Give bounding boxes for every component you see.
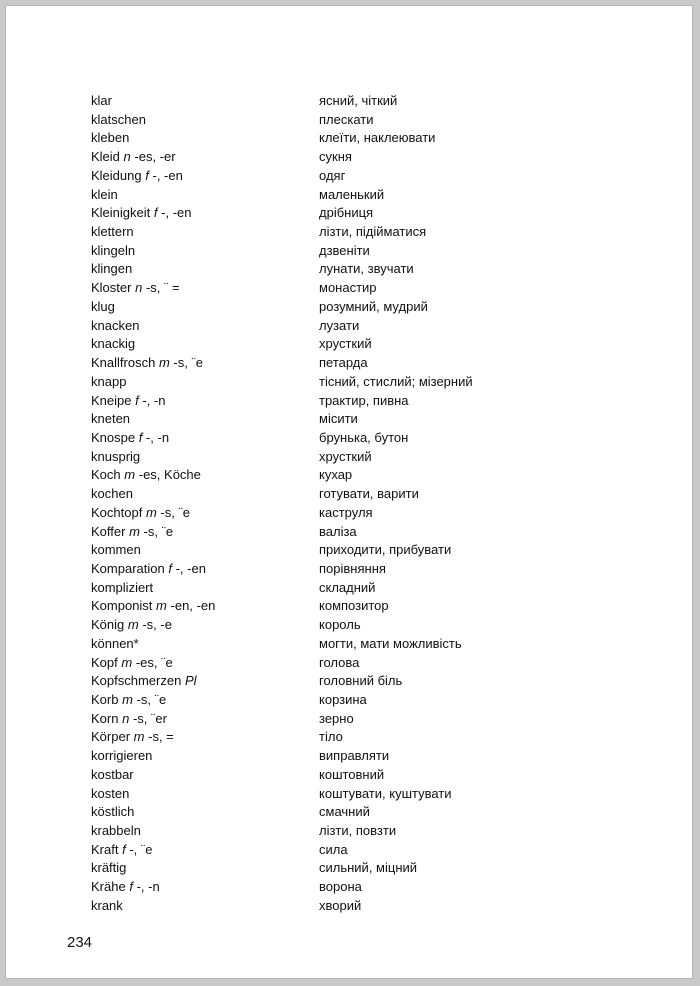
headword bbox=[91, 373, 126, 392]
plural-forms: -s, ¨e bbox=[143, 523, 174, 539]
vocabulary-entry bbox=[6, 691, 692, 710]
vocabulary-entry bbox=[6, 410, 692, 429]
headword-word: kostbar bbox=[91, 766, 134, 782]
translation: лізти, підійматися bbox=[319, 224, 427, 240]
headword-word: Korn bbox=[91, 710, 119, 726]
headword-word: Krähe bbox=[91, 879, 126, 895]
page-number: 234 bbox=[67, 934, 93, 951]
translation: порівняння bbox=[319, 560, 386, 576]
headword-word: Kleidung bbox=[91, 167, 142, 183]
headword bbox=[91, 785, 129, 804]
translation: кухар bbox=[319, 467, 353, 483]
plural-forms: -, -en bbox=[161, 205, 192, 221]
headword-word: klein bbox=[91, 186, 118, 202]
grammar-marker: Pl bbox=[184, 673, 197, 689]
headword-word: kosten bbox=[91, 785, 130, 801]
headword bbox=[91, 597, 215, 616]
headword bbox=[91, 691, 166, 710]
headword bbox=[91, 167, 183, 186]
headword-word: kompliziert bbox=[91, 579, 154, 595]
grammar-marker: m bbox=[124, 467, 136, 483]
translation: дрібниця bbox=[319, 205, 374, 221]
headword bbox=[91, 335, 135, 354]
headword bbox=[91, 223, 134, 242]
headword bbox=[91, 878, 160, 897]
headword-word: klug bbox=[91, 298, 115, 314]
vocabulary-entry bbox=[6, 747, 692, 766]
vocabulary-entry bbox=[6, 242, 692, 261]
headword-word: knapp bbox=[91, 373, 127, 389]
dictionary-page bbox=[5, 5, 693, 979]
vocabulary-entry bbox=[6, 560, 692, 579]
headword bbox=[91, 204, 191, 223]
translation: ворона bbox=[319, 879, 362, 895]
headword bbox=[91, 841, 152, 860]
vocabulary-entry bbox=[6, 878, 692, 897]
vocabulary-entry bbox=[6, 728, 692, 747]
headword bbox=[91, 803, 134, 822]
headword-word: klingen bbox=[91, 261, 133, 277]
plural-forms: -es, ¨e bbox=[135, 654, 173, 670]
headword-word: Koffer bbox=[91, 523, 126, 539]
headword bbox=[91, 260, 132, 279]
plural-forms: -, -n bbox=[145, 429, 170, 445]
headword-word: Kleid bbox=[91, 149, 120, 165]
headword-word: Kopf bbox=[91, 654, 118, 670]
translation: коштувати, куштувати bbox=[319, 785, 452, 801]
translation: могти, мати можливість bbox=[319, 635, 462, 651]
translation: брунька, бутон bbox=[319, 429, 409, 445]
vocabulary-entry bbox=[6, 579, 692, 598]
grammar-marker: m bbox=[133, 729, 145, 745]
vocabulary-entry bbox=[6, 223, 692, 242]
headword bbox=[91, 111, 146, 130]
grammar-marker: m bbox=[158, 355, 170, 371]
vocabulary-entry bbox=[6, 260, 692, 279]
headword bbox=[91, 710, 167, 729]
translation: сила bbox=[319, 841, 348, 857]
headword bbox=[91, 747, 152, 766]
headword-word: köstlich bbox=[91, 804, 135, 820]
headword-word: Kloster bbox=[91, 280, 132, 296]
translation: коштовний bbox=[319, 766, 385, 782]
headword-word: klettern bbox=[91, 224, 134, 240]
vocabulary-entry bbox=[6, 429, 692, 448]
vocabulary-entry bbox=[6, 635, 692, 654]
headword bbox=[91, 129, 129, 148]
headword bbox=[91, 728, 174, 747]
translation: каструля bbox=[319, 504, 373, 520]
grammar-marker: f bbox=[135, 392, 139, 408]
vocabulary-entry bbox=[6, 298, 692, 317]
grammar-marker: n bbox=[123, 149, 131, 165]
vocabulary-entry bbox=[6, 448, 692, 467]
translation: ясний, чіткий bbox=[319, 93, 398, 108]
grammar-marker: f bbox=[153, 205, 158, 221]
grammar-marker: m bbox=[145, 504, 157, 520]
headword-word: kleben bbox=[91, 130, 130, 146]
headword bbox=[91, 672, 197, 691]
vocabulary-list bbox=[6, 92, 692, 916]
headword-word: Knallfrosch bbox=[91, 355, 156, 371]
plural-forms: -es, -er bbox=[134, 149, 176, 165]
headword bbox=[91, 148, 176, 167]
headword bbox=[91, 485, 133, 504]
vocabulary-entry bbox=[6, 279, 692, 298]
headword-word: kommen bbox=[91, 542, 141, 558]
plural-forms: -s, ¨e bbox=[160, 504, 191, 520]
vocabulary-entry bbox=[6, 317, 692, 336]
grammar-marker: m bbox=[156, 598, 167, 614]
headword bbox=[91, 317, 139, 336]
translation: плескати bbox=[319, 111, 374, 127]
headword-word: Knospe bbox=[91, 429, 136, 445]
vocabulary-entry bbox=[6, 148, 692, 167]
translation: тісний, стислий; мізерний bbox=[319, 373, 473, 389]
grammar-marker: n bbox=[122, 710, 130, 726]
headword bbox=[91, 654, 173, 673]
headword-word: klar bbox=[91, 93, 112, 108]
headword-word: knackig bbox=[91, 336, 136, 352]
vocabulary-entry bbox=[6, 654, 692, 673]
vocabulary-entry bbox=[6, 92, 692, 111]
vocabulary-entry bbox=[6, 129, 692, 148]
vocabulary-entry bbox=[6, 392, 692, 411]
vocabulary-entry bbox=[6, 523, 692, 542]
headword bbox=[91, 392, 165, 411]
vocabulary-entry bbox=[6, 672, 692, 691]
headword bbox=[91, 616, 172, 635]
headword bbox=[91, 354, 203, 373]
translation: клеїти, наклеювати bbox=[319, 130, 436, 146]
grammar-marker: f bbox=[145, 167, 149, 183]
vocabulary-entry bbox=[6, 111, 692, 130]
headword bbox=[91, 579, 153, 598]
vocabulary-entry bbox=[6, 897, 692, 916]
vocabulary-entry bbox=[6, 785, 692, 804]
translation: голова bbox=[319, 654, 360, 670]
translation: приходити, прибувати bbox=[319, 542, 452, 558]
translation: лунати, звучати bbox=[319, 261, 414, 277]
translation: петарда bbox=[319, 355, 368, 371]
translation: хрусткий bbox=[319, 336, 372, 352]
headword-word: Körper bbox=[91, 729, 131, 745]
plural-forms: -, ¨e bbox=[129, 841, 153, 857]
headword bbox=[91, 186, 118, 205]
headword bbox=[91, 523, 173, 542]
headword-word: krabbeln bbox=[91, 823, 141, 839]
headword-word: Kraft bbox=[91, 841, 119, 857]
translation: складний bbox=[319, 579, 376, 595]
headword-word: krank bbox=[91, 897, 123, 913]
plural-forms: -s, ¨ = bbox=[145, 280, 180, 296]
grammar-marker: m bbox=[122, 692, 133, 707]
translation: монастир bbox=[319, 280, 377, 296]
grammar-marker: m bbox=[121, 654, 133, 670]
headword-word: knusprig bbox=[91, 448, 141, 464]
vocabulary-entry bbox=[6, 167, 692, 186]
headword-word: kochen bbox=[91, 486, 133, 502]
headword bbox=[91, 410, 130, 429]
plural-forms: -, -n bbox=[136, 879, 160, 895]
grammar-marker: f bbox=[129, 879, 133, 895]
headword-word: knacken bbox=[91, 317, 140, 333]
plural-forms: -, -n bbox=[142, 392, 166, 408]
headword bbox=[91, 766, 134, 785]
translation: композитор bbox=[319, 598, 389, 614]
translation: розумний, мудрий bbox=[319, 298, 428, 314]
grammar-marker: f bbox=[122, 841, 126, 857]
headword bbox=[91, 541, 141, 560]
translation: трактир, пивна bbox=[319, 392, 409, 408]
vocabulary-entry bbox=[6, 504, 692, 523]
translation: дзвеніти bbox=[319, 242, 370, 258]
headword bbox=[91, 822, 141, 841]
vocabulary-entry bbox=[6, 485, 692, 504]
plural-forms: -, -en bbox=[152, 167, 183, 183]
translation: головний біль bbox=[319, 673, 403, 689]
headword-word: König bbox=[91, 617, 125, 633]
headword-word: korrigieren bbox=[91, 748, 153, 764]
headword-word: Korb bbox=[91, 692, 119, 707]
vocabulary-entry bbox=[6, 335, 692, 354]
vocabulary-entry bbox=[6, 859, 692, 878]
vocabulary-entry bbox=[6, 186, 692, 205]
headword bbox=[91, 448, 140, 467]
translation: корзина bbox=[319, 692, 367, 707]
headword-word: Komparation bbox=[91, 560, 165, 576]
headword-word: kneten bbox=[91, 411, 131, 427]
plural-forms: -s, ¨e bbox=[173, 355, 204, 371]
vocabulary-entry bbox=[6, 373, 692, 392]
translation: хворий bbox=[319, 897, 362, 913]
translation: тіло bbox=[319, 729, 343, 745]
plural-forms: -s, ¨e bbox=[136, 692, 167, 707]
headword bbox=[91, 466, 201, 485]
translation: король bbox=[319, 617, 361, 633]
headword-word: Komponist bbox=[91, 598, 153, 614]
headword-word: Koch bbox=[91, 467, 121, 483]
translation: валіза bbox=[319, 523, 357, 539]
headword-word: Kopfschmerzen bbox=[91, 673, 182, 689]
headword bbox=[91, 429, 169, 448]
grammar-marker: m bbox=[129, 523, 140, 539]
plural-forms: -es, Köche bbox=[138, 467, 201, 483]
plural-forms: -s, = bbox=[148, 729, 174, 745]
headword bbox=[91, 298, 115, 317]
plural-forms: -en, -en bbox=[170, 598, 216, 614]
headword-word: können* bbox=[91, 635, 139, 651]
headword-word: Kneipe bbox=[91, 392, 132, 408]
headword bbox=[91, 279, 180, 298]
translation: хрусткий bbox=[319, 448, 372, 464]
grammar-marker: m bbox=[127, 617, 139, 633]
plural-forms: -, -en bbox=[175, 560, 206, 576]
translation: одяг bbox=[319, 167, 346, 183]
translation: виправляти bbox=[319, 748, 390, 764]
headword bbox=[91, 92, 112, 111]
translation: готувати, варити bbox=[319, 486, 419, 502]
translation: смачний bbox=[319, 804, 370, 820]
vocabulary-entry bbox=[6, 354, 692, 373]
vocabulary-entry bbox=[6, 466, 692, 485]
vocabulary-entry bbox=[6, 204, 692, 223]
translation: сильний, міцний bbox=[319, 860, 418, 876]
headword bbox=[91, 242, 135, 261]
plural-forms: -s, ¨er bbox=[132, 710, 167, 726]
vocabulary-entry bbox=[6, 822, 692, 841]
vocabulary-entry bbox=[6, 803, 692, 822]
plural-forms: -s, -e bbox=[142, 617, 172, 633]
grammar-marker: f bbox=[138, 429, 143, 445]
headword bbox=[91, 504, 190, 523]
headword bbox=[91, 560, 206, 579]
vocabulary-entry bbox=[6, 616, 692, 635]
grammar-marker: f bbox=[168, 560, 172, 576]
headword-word: Kleinigkeit bbox=[91, 205, 151, 221]
vocabulary-entry bbox=[6, 541, 692, 560]
headword-word: Kochtopf bbox=[91, 504, 143, 520]
vocabulary-entry bbox=[6, 766, 692, 785]
translation: лізти, повзти bbox=[319, 823, 397, 839]
translation: місити bbox=[319, 411, 358, 427]
translation: лузати bbox=[319, 317, 360, 333]
vocabulary-entry bbox=[6, 597, 692, 616]
headword bbox=[91, 897, 123, 916]
vocabulary-entry bbox=[6, 841, 692, 860]
translation: сукня bbox=[319, 149, 352, 165]
headword-word: klingeln bbox=[91, 242, 136, 258]
headword-word: klatschen bbox=[91, 111, 146, 127]
headword bbox=[91, 859, 126, 878]
vocabulary-entry bbox=[6, 710, 692, 729]
grammar-marker: n bbox=[135, 280, 143, 296]
headword bbox=[91, 635, 139, 654]
translation: зерно bbox=[319, 710, 354, 726]
translation: маленький bbox=[319, 186, 385, 202]
headword-word: kräftig bbox=[91, 860, 127, 876]
